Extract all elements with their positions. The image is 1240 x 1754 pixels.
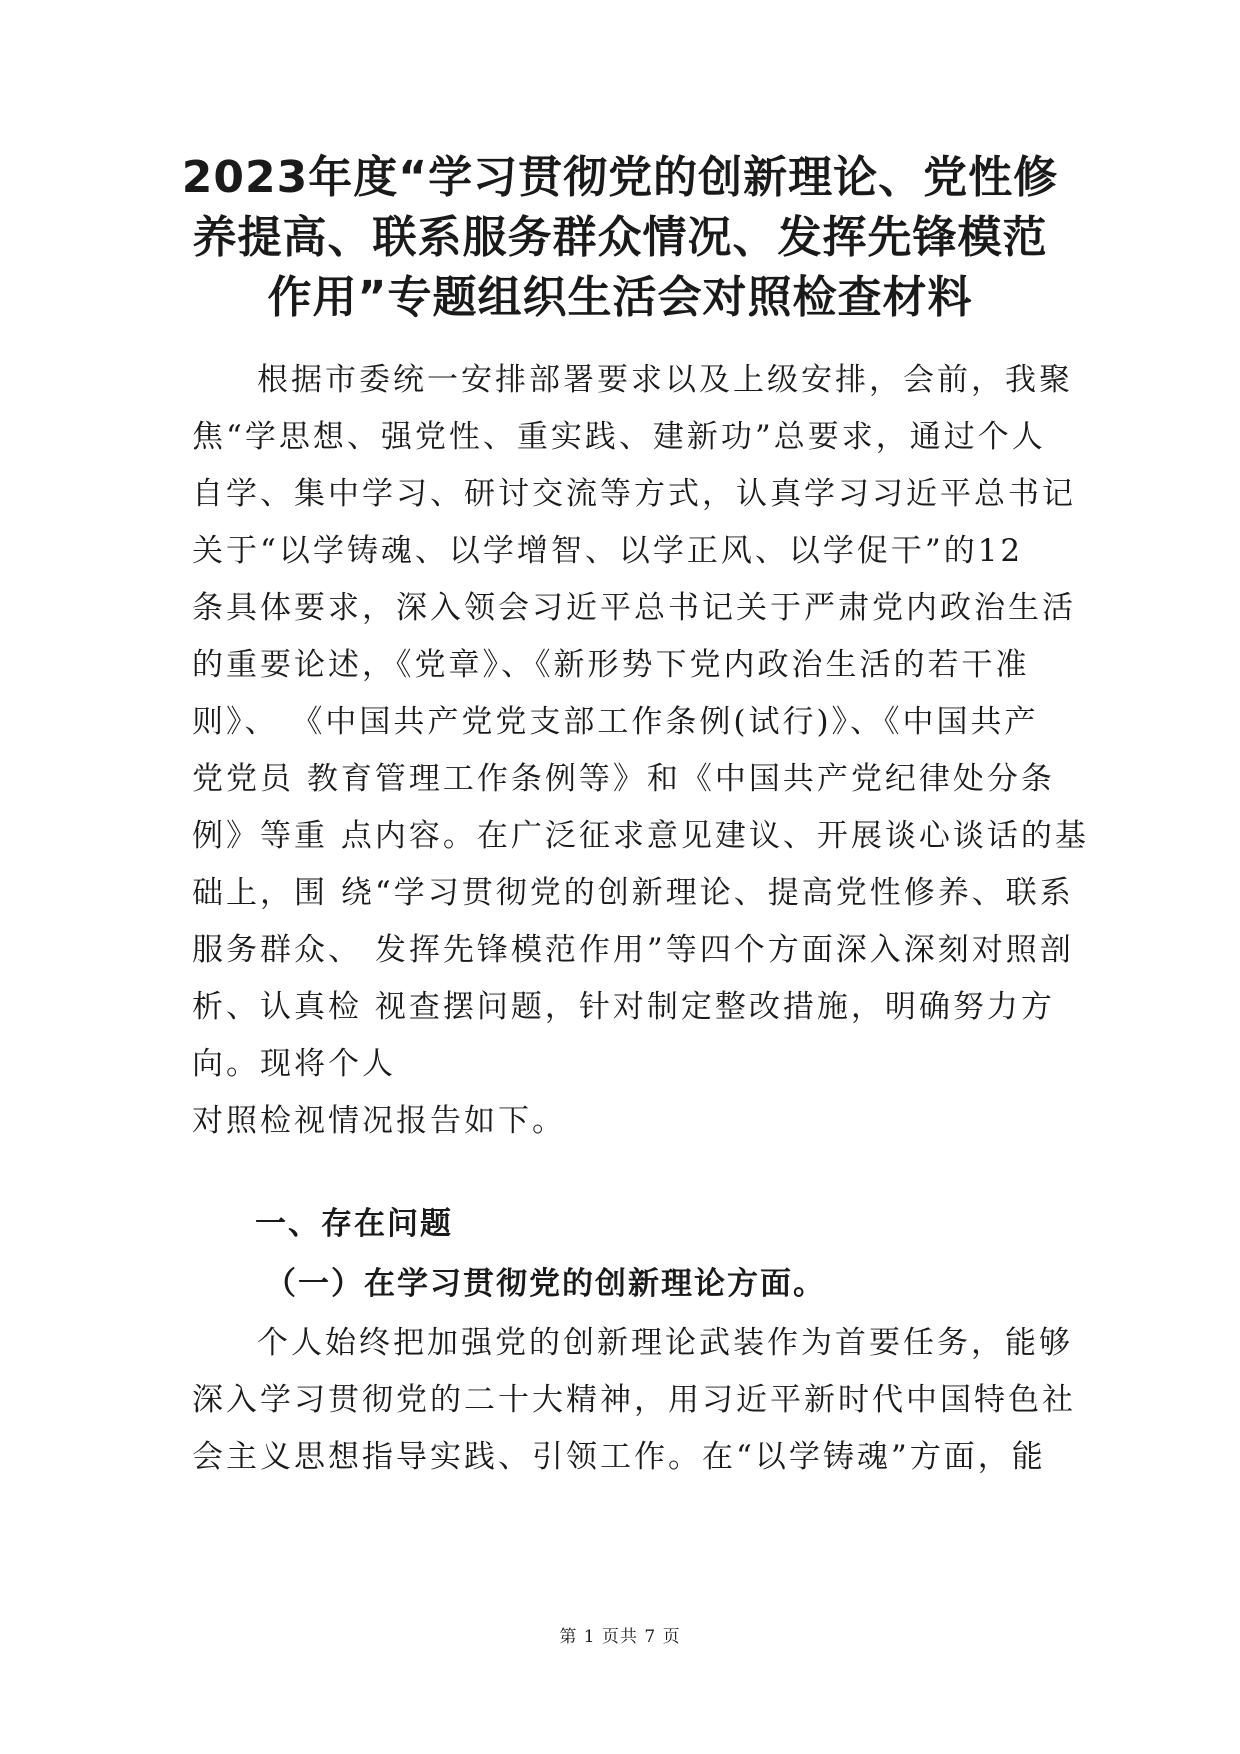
paragraph-line: 会主义思想指导实践、引领工作。在“以学铸魂”方面，能 — [192, 1439, 1046, 1475]
paragraph-line: 的重要论述，《党章》、《新形势下党内政治生活的若干准 — [192, 647, 1030, 683]
paragraph-line: 自学、集中学习、研讨交流等方式，认真学习习近平总书记 — [192, 476, 1076, 512]
page-number: 第 1 页共 7 页 — [559, 1627, 681, 1647]
paragraph-line: 个人始终把加强党的创新理论武装作为首要任务，能够 — [257, 1325, 1073, 1361]
paragraph-line: 深入学习贯彻党的二十大精神，用习近平新时代中国特色社 — [192, 1382, 1076, 1418]
paragraph-line: 焦“学思想、强党性、重实践、建新功”总要求，通过个人 — [192, 419, 1046, 455]
paragraph-line: 则》、 《中国共产党党支部工作条例(试行)》、《中国共产 — [192, 704, 1039, 740]
paragraph-line: 党党员 教育管理工作条例等》和《中国共产党纪律处分条 — [192, 761, 1055, 797]
paragraph-line: 向。现将个人 — [192, 1046, 396, 1082]
subsection-heading: （一）在学习贯彻党的创新理论方面。 — [265, 1266, 826, 1302]
section-heading: 一、存在问题 — [255, 1206, 453, 1242]
title-line: 作用”专题组织生活会对照检查材料 — [267, 272, 973, 323]
paragraph-line: 服务群众、 发挥先锋模范作用”等四个方面深入深刻对照剖 — [192, 932, 1074, 968]
paragraph-line: 础上，围 绕“学习贯彻党的创新理论、提高党性修养、联系 — [192, 875, 1074, 911]
section-paragraph — [192, 1315, 1076, 1486]
title-line: 养提高、联系服务群众情况、发挥先锋模范 — [192, 212, 1048, 263]
paragraph-line: 根据市委统一安排部署要求以及上级安排，会前，我聚 — [257, 362, 1073, 398]
intro-paragraph — [192, 352, 1089, 1150]
title-line: 2023年度“学习贯彻党的创新理论、党性修 — [181, 152, 1059, 203]
paragraph-line: 条具体要求，深入领会习近平总书记关于严肃党内政治生活 — [192, 590, 1076, 626]
document-title — [170, 148, 1070, 328]
paragraph-line: 关于“以学铸魂、以学增智、以学正风、以学促干”的12 — [192, 533, 1024, 569]
paragraph-line: 对照检视情况报告如下。 — [192, 1103, 566, 1139]
paragraph-line: 析、认真检 视查摆问题，针对制定整改措施，明确努力方 — [192, 989, 1055, 1025]
paragraph-line: 例》等重 点内容。在广泛征求意见建议、开展谈心谈话的基 — [192, 818, 1089, 854]
